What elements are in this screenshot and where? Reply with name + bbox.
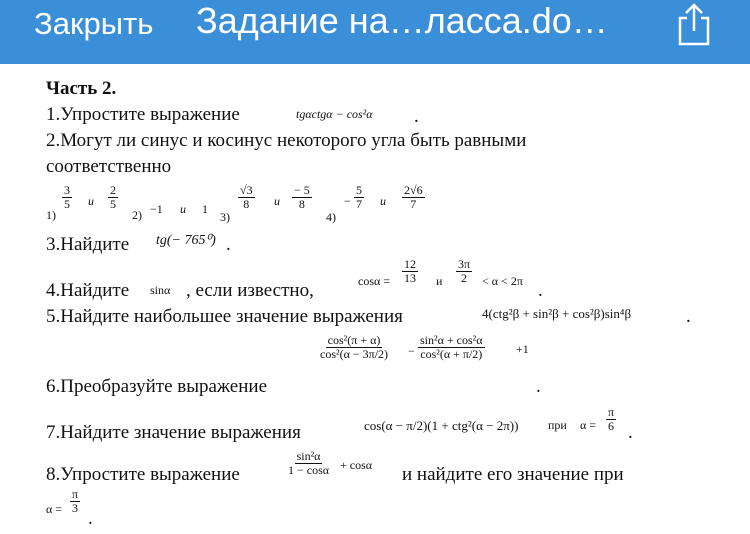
numerator: 3: [64, 183, 70, 197]
denominator: 5: [110, 196, 116, 211]
and-word: и: [180, 202, 186, 216]
formula-1: tgαctgα − cos²α: [296, 107, 373, 121]
denominator: cos²(α − 3π/2): [320, 346, 389, 361]
numerator: − 5: [294, 183, 310, 197]
numerator: sin²α: [296, 449, 321, 463]
document-title: Задание на…ласса.do…: [196, 0, 608, 41]
numerator: π: [608, 405, 615, 419]
minus-sign: −: [408, 344, 415, 358]
dot: .: [538, 280, 543, 301]
question-1-text: 1.Упростите выражение: [46, 104, 240, 125]
denominator: 7: [356, 196, 362, 211]
question-8: 8.Упростите выражение: [46, 464, 240, 485]
numerator: cos²(π + α): [327, 333, 381, 347]
question-4: [46, 280, 129, 302]
numerator: 3π: [458, 257, 471, 271]
question-7: 7.Найдите значение выражения: [46, 422, 301, 443]
denominator: 6: [608, 418, 615, 433]
frac-pi-6: [606, 406, 616, 432]
plus-cos: + cosα: [340, 458, 373, 472]
top-toolbar: [0, 0, 750, 64]
frac-sqrt3-8: [238, 184, 255, 210]
numerator: 5: [356, 183, 362, 197]
alpha-equals: α =: [46, 502, 63, 516]
frac-12-13: [402, 258, 418, 284]
plus-one: +1: [516, 342, 529, 356]
numerator: 2√6: [404, 183, 423, 197]
and-word: и: [436, 274, 443, 288]
numerator: 12: [404, 257, 416, 271]
and-word: и: [274, 194, 280, 208]
frac-2-5: [108, 184, 118, 210]
pri-word: при: [548, 418, 567, 432]
dot: .: [414, 106, 419, 127]
option-3-label: 3): [220, 210, 230, 224]
formula-4-cos: cosα =: [358, 274, 391, 288]
frac-6-first: [318, 334, 390, 360]
denominator: 8: [298, 196, 305, 211]
formula-4-inequality: < α < 2π: [482, 274, 523, 288]
option-1-label: 1): [46, 208, 56, 222]
formula-5: 4(ctg²β + sin²β + cos²β)sin⁴β: [482, 306, 632, 321]
question-4-text: 4.Найдите: [46, 280, 130, 301]
denominator: 1 − cosα: [288, 462, 330, 477]
value-minus-one: −1: [150, 202, 163, 216]
frac-6-second: [418, 334, 485, 360]
denominator: 2: [461, 270, 468, 285]
denominator: 7: [410, 196, 417, 211]
denominator: 8: [243, 196, 250, 211]
and-word: и: [88, 194, 94, 208]
dot: .: [536, 376, 541, 397]
alpha-equals: α =: [580, 418, 597, 432]
denominator: 5: [64, 196, 70, 211]
formula-3: tg(− 765⁰): [156, 233, 216, 248]
question-5: 5.Найдите наибольшее значение выражения: [46, 306, 403, 327]
denominator: 3: [72, 500, 79, 515]
frac-pi-3: [70, 488, 80, 514]
question-2-line1: 2.Могут ли синус и косинус некоторого угла быть равными: [46, 130, 527, 151]
question-6: 6.Преобразуйте выражение: [46, 376, 268, 397]
option-2-label: 2): [132, 208, 142, 222]
question-1: [46, 104, 240, 126]
close-button[interactable]: Закрыть: [34, 6, 154, 41]
question-2-line2: соответственно: [46, 156, 172, 177]
frac-3pi-2: [456, 258, 472, 284]
denominator: 13: [404, 270, 416, 285]
share-icon[interactable]: [674, 2, 714, 46]
numerator: 2: [110, 183, 116, 197]
frac-2sqrt6-7: [402, 184, 425, 210]
dot: .: [226, 234, 231, 255]
frac-5-7: [354, 184, 364, 210]
frac-3-5: [62, 184, 72, 210]
minus-sign: −: [344, 194, 351, 208]
frac-m5-8: [292, 184, 312, 210]
denominator: cos²(α + π/2): [420, 346, 483, 361]
numerator: √3: [240, 183, 253, 197]
dot: .: [628, 422, 633, 443]
frac-8: [286, 450, 331, 476]
question-4-condition: , если известно,: [186, 280, 314, 301]
part-title: Часть 2.: [46, 78, 117, 99]
value-one: 1: [202, 202, 208, 216]
formula-4-sin: sinα: [150, 283, 171, 297]
numerator: π: [72, 487, 79, 501]
question-8-condition: и найдите его значение при: [402, 464, 624, 485]
option-4-label: 4): [326, 210, 336, 224]
formula-7: cos(α − π/2)(1 + ctg²(α − 2π)): [364, 418, 519, 433]
question-3: 3.Найдите: [46, 234, 130, 255]
numerator: sin²α + cos²α: [420, 333, 483, 347]
dot: .: [88, 508, 93, 529]
and-word: и: [380, 194, 386, 208]
dot: .: [686, 306, 691, 327]
